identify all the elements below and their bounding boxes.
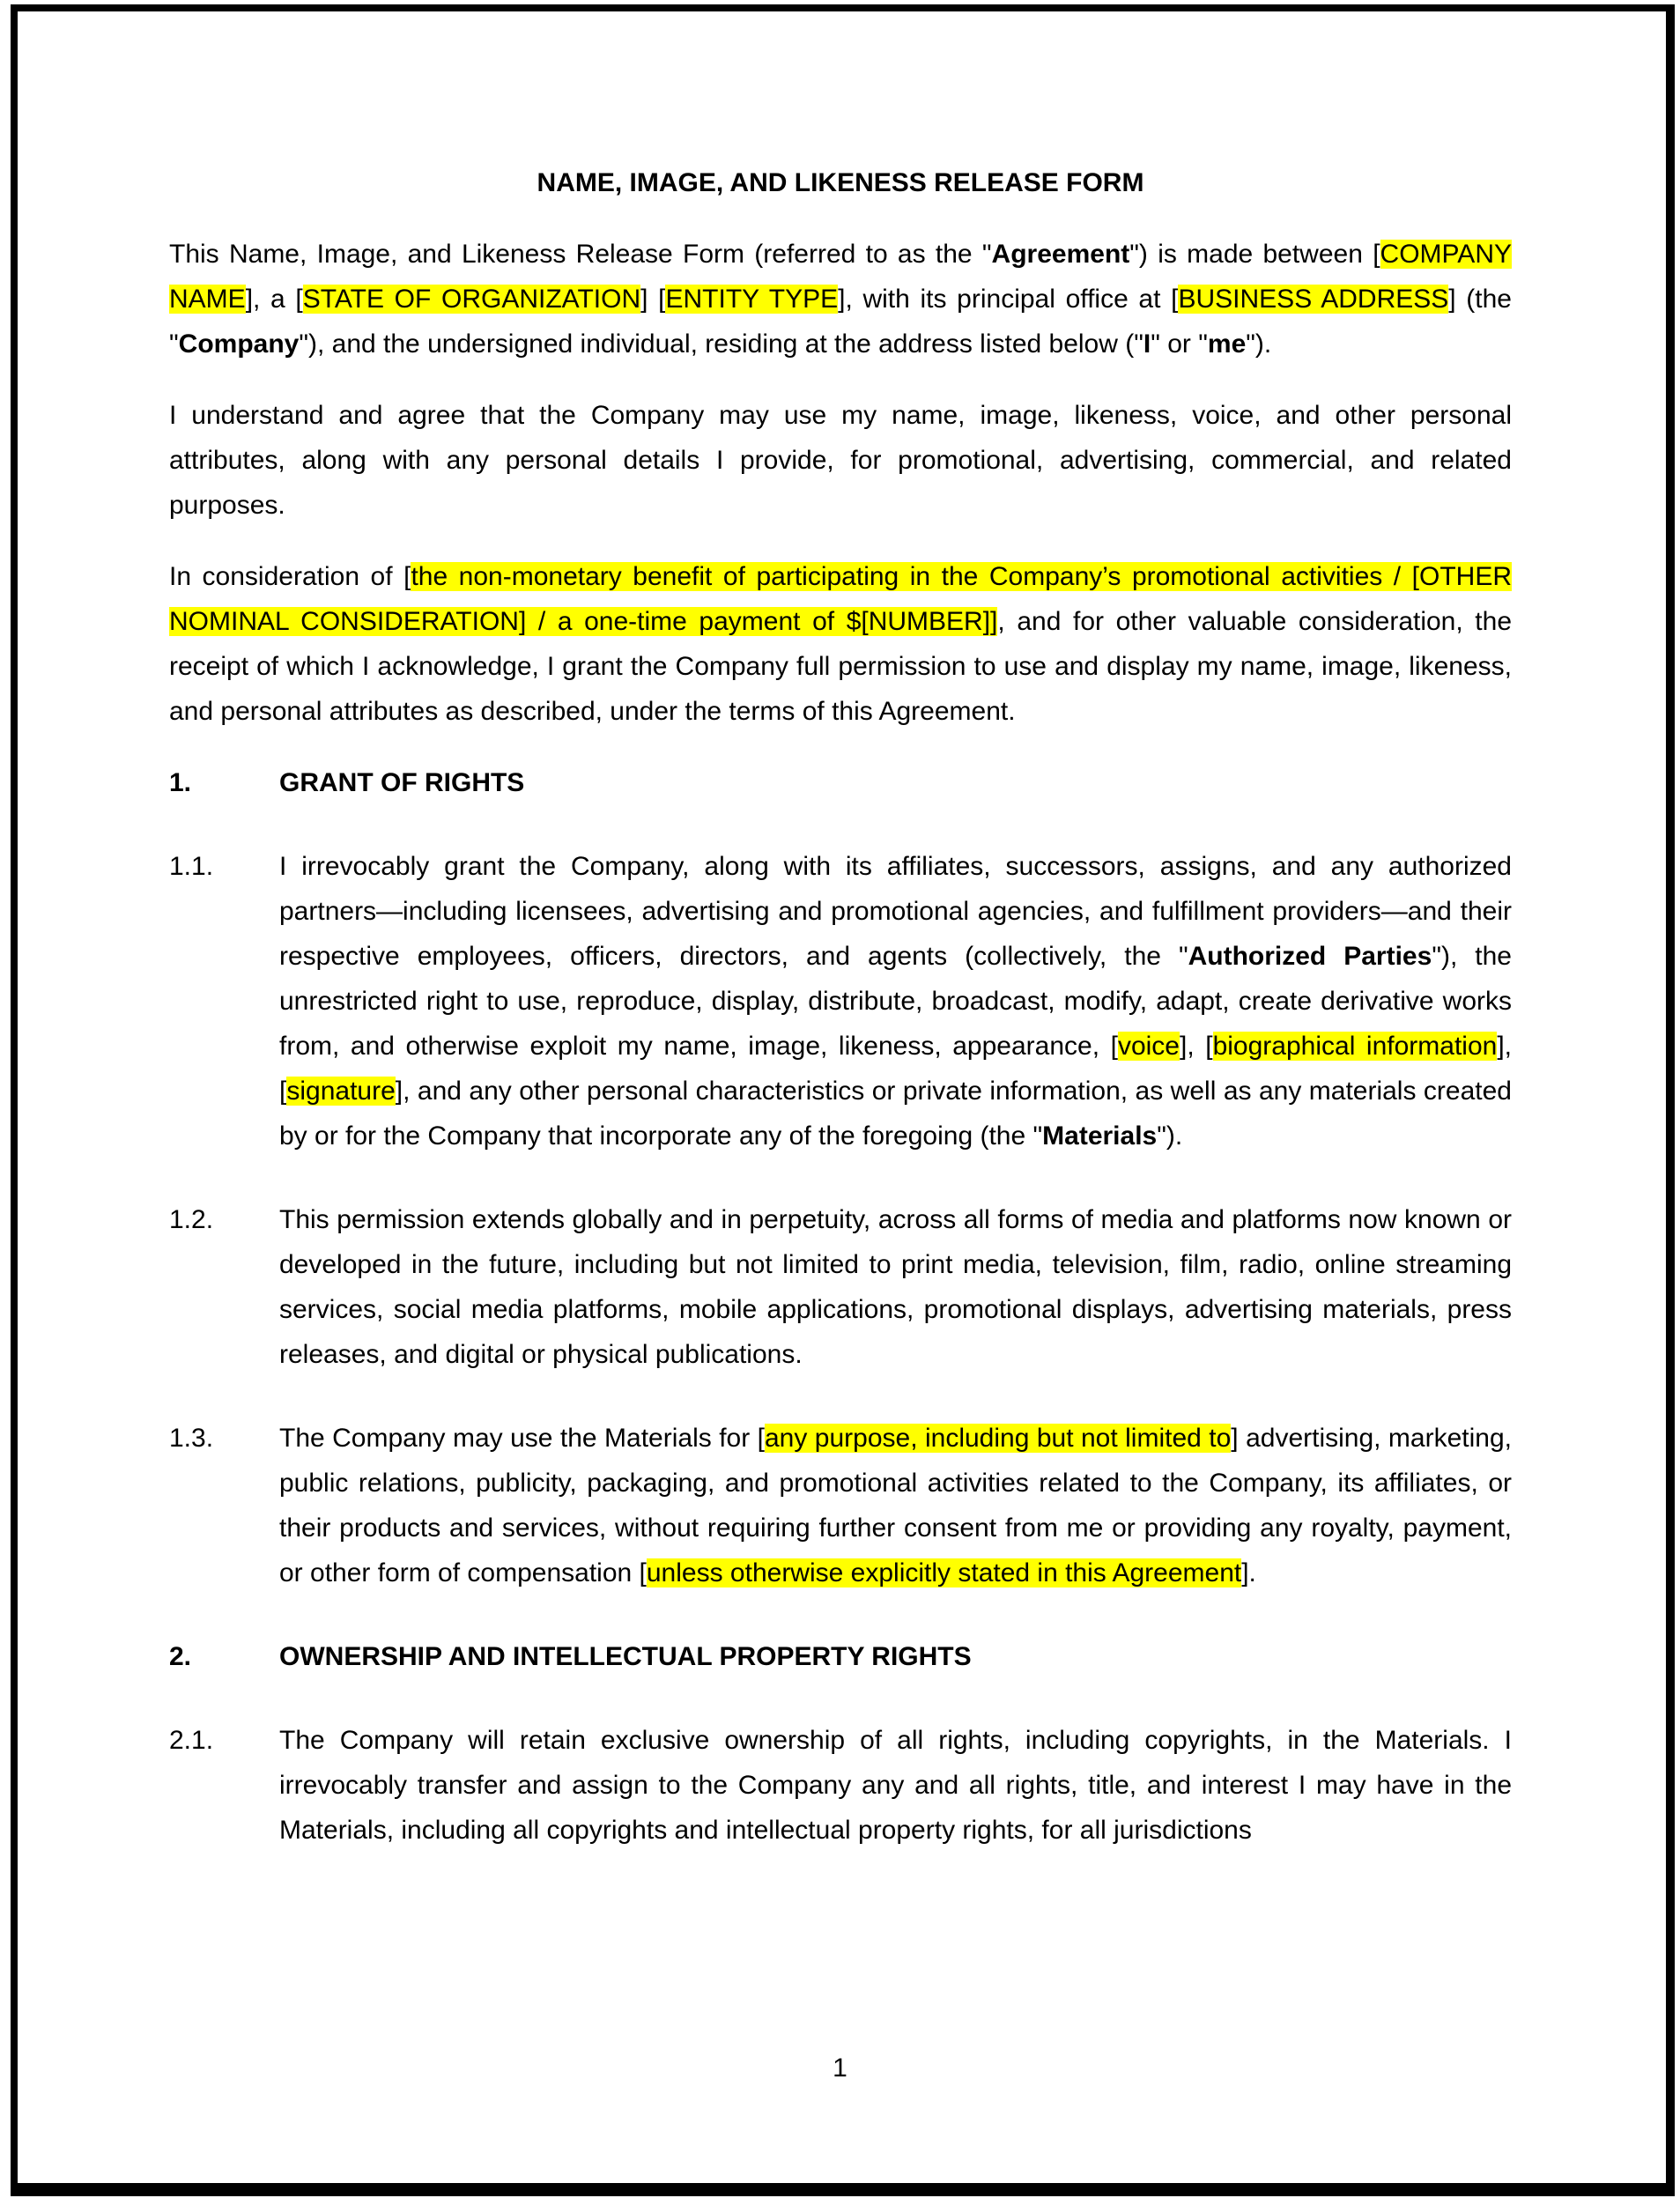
- text-run: ] advertising, marketing, public relations, publicity, packaging, and promotional activities related to the Company, its affiliates, or their products and services, without requiring further consent from me or providing any royalty, payment, or other form of compensation [: [279, 1424, 1512, 1587]
- document-blocks: [169, 232, 1512, 1853]
- section-heading: [169, 1634, 1512, 1679]
- item-number: 2.: [169, 1642, 192, 1671]
- highlighted-text: the non-monetary benefit of participating in the Company’s promotional activities / [OTHER NOMINAL CONSIDERATION] / a one-time payment of $[NUMBER]]: [169, 562, 1513, 636]
- highlighted-text: ENTITY TYPE: [665, 285, 839, 314]
- section-item: [169, 844, 1512, 1158]
- text-run: ").: [1246, 329, 1272, 359]
- text-run: " or ": [1151, 329, 1208, 359]
- text-run: Agreement: [991, 240, 1130, 269]
- item-number: 1.1.: [169, 852, 214, 881]
- item-text: [279, 1718, 1512, 1853]
- item-text: [279, 1416, 1512, 1595]
- text-run: ], a [: [245, 285, 303, 314]
- highlighted-text: voice: [1117, 1032, 1180, 1061]
- item-text: [279, 844, 1512, 1158]
- text-run: ], and any other personal characteristics or private information, as well as any materials created by or for the Company that incorporate any of the foregoing (the ": [279, 1077, 1512, 1151]
- text-run: I: [1143, 329, 1151, 359]
- text-run: , and for other valuable consideration, the receipt of which I acknowledge, I grant the Company full permission to use and display my name, image, likeness, and personal attributes as described, under the terms of this Agreement.: [169, 607, 1513, 726]
- text-run: ] [: [640, 285, 666, 314]
- text-run: I understand and agree that the Company may use my name, image, likeness, voice, and other personal attributes, along with any personal details I provide, for promotional, advertising, commercial, and related purposes.: [169, 401, 1512, 520]
- text-run: In consideration of [: [169, 562, 411, 591]
- text-run: me: [1207, 329, 1247, 359]
- item-number: 2.1.: [169, 1726, 214, 1755]
- document-title: NAME, IMAGE, AND LIKENESS RELEASE FORM: [537, 168, 1144, 197]
- item-text: GRANT OF RIGHTS: [279, 768, 525, 797]
- highlighted-text: BUSINESS ADDRESS: [1178, 285, 1449, 314]
- item-text: OWNERSHIP AND INTELLECTUAL PROPERTY RIGHTS: [279, 1642, 972, 1671]
- text-run: ].: [1241, 1558, 1256, 1587]
- highlighted-text: any purpose, including but not limited to: [764, 1424, 1232, 1453]
- highlighted-text: signature: [286, 1077, 396, 1106]
- paragraph: [169, 232, 1512, 366]
- item-text: [279, 1197, 1512, 1377]
- page-number: 1: [833, 2054, 847, 2083]
- text-run: ").: [1157, 1121, 1183, 1151]
- text-run: I irrevocably grant the Company, along with its affiliates, successors, assigns, and any authorized partners—including licensees, advertising and promotional agencies, and fulfillment providers—and their respective employees, officers, directors, and agents (collectively, the ": [279, 852, 1512, 971]
- section-item: [169, 1416, 1512, 1595]
- text-run: ] (the ": [169, 285, 1512, 359]
- text-run: This Name, Image, and Likeness Release Form (referred to as the ": [169, 240, 992, 269]
- item-number: 1.3.: [169, 1424, 214, 1453]
- text-run: Authorized Parties: [1188, 942, 1432, 971]
- document-content: [169, 160, 1512, 1891]
- text-run: The Company may use the Materials for [: [279, 1424, 765, 1453]
- highlighted-text: COMPANY NAME: [169, 240, 1512, 314]
- highlighted-text: unless otherwise explicitly stated in this Agreement: [646, 1558, 1242, 1587]
- highlighted-text: STATE OF ORGANIZATION: [302, 285, 641, 314]
- text-run: ], [: [1179, 1032, 1213, 1061]
- item-number: 1.: [169, 768, 192, 797]
- text-run: ") is made between [: [1129, 240, 1380, 269]
- text-run: ], [: [279, 1032, 1513, 1106]
- section-item: [169, 1718, 1512, 1853]
- text-run: Company: [178, 329, 300, 359]
- text-run: ], with its principal office at [: [838, 285, 1179, 314]
- section-heading: [169, 760, 1512, 805]
- text-run: "), the unrestricted right to use, reproduce, display, distribute, broadcast, modify, adapt, create derivative works from, and otherwise exploit my name, image, likeness, appearance, [: [279, 942, 1512, 1061]
- text-run: The Company will retain exclusive ownership of all rights, including copyrights, in the Materials. I irrevocably transfer and assign to the Company any and all rights, title, and interest I may have in the Materials, including all copyrights and intellectual property rights, for all jurisdictions: [279, 1726, 1512, 1845]
- text-run: This permission extends globally and in perpetuity, across all forms of media and platforms now known or developed in the future, including but not limited to print media, television, film, radio, online streaming services, social media platforms, mobile applications, promotional displays, advertising materials, press releases, and digital or physical publications.: [279, 1205, 1512, 1369]
- item-number: 1.2.: [169, 1205, 214, 1234]
- section-item: [169, 1197, 1512, 1377]
- text-run: "), and the undersigned individual, residing at the address listed below (": [299, 329, 1143, 359]
- paragraph: [169, 554, 1512, 734]
- highlighted-text: biographical information: [1212, 1032, 1498, 1061]
- text-run: Materials: [1042, 1121, 1158, 1151]
- paragraph: [169, 393, 1512, 528]
